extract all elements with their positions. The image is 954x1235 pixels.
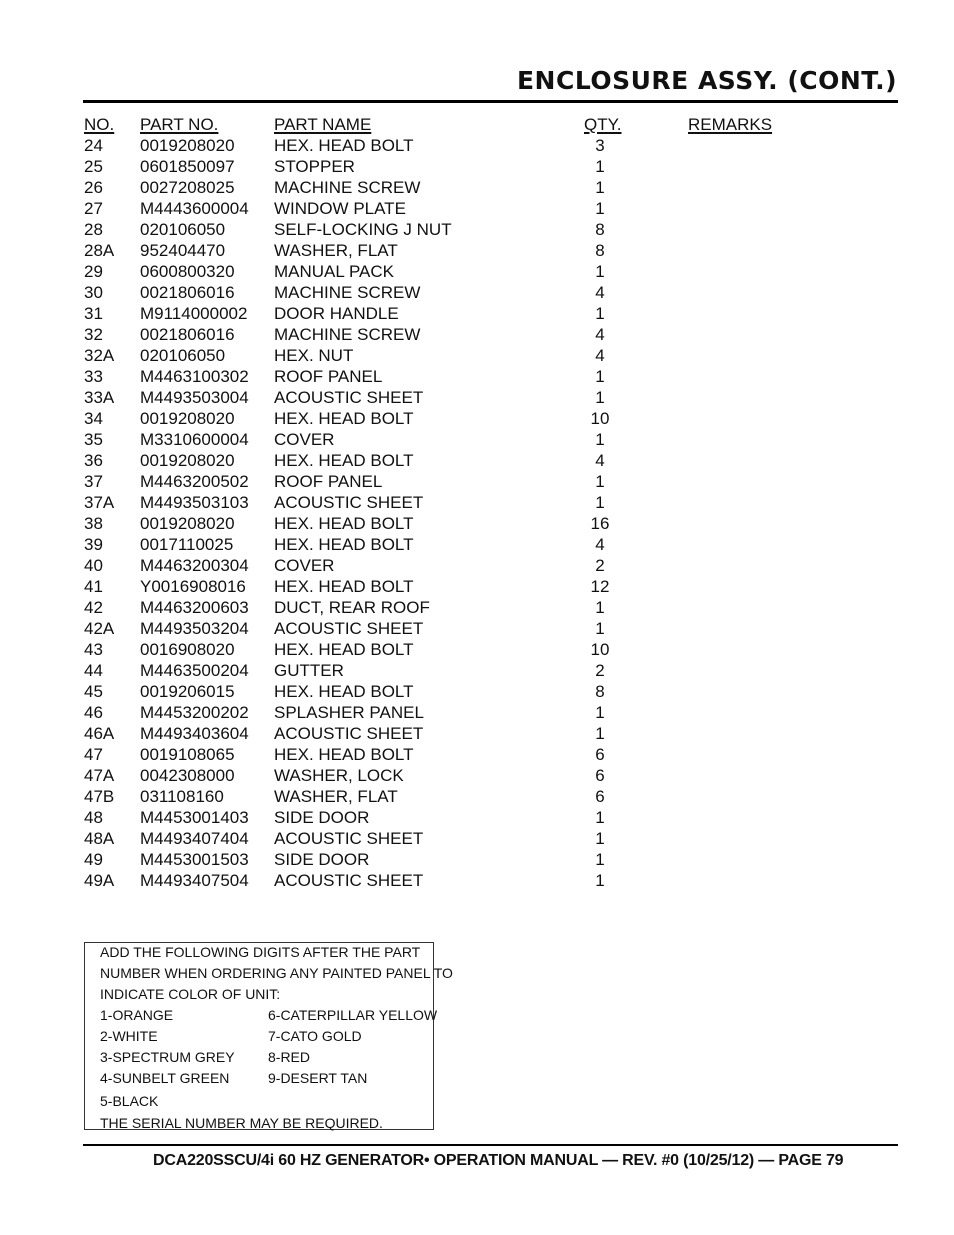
cell-no: 43 xyxy=(84,640,103,659)
cell-qty: 10 xyxy=(590,409,610,428)
cell-qty: 8 xyxy=(595,241,605,260)
cell-part-no: M4463200304 xyxy=(140,556,249,575)
header-part-name: PART NAME xyxy=(274,115,372,134)
cell-no: 46A xyxy=(84,724,115,743)
cell-part-no: 0601850097 xyxy=(140,157,235,176)
table-row xyxy=(84,135,884,156)
cell-no: 27 xyxy=(84,199,103,218)
cell-qty: 1 xyxy=(595,808,605,827)
cell-qty: 1 xyxy=(595,157,605,176)
cell-part-no: 0019206015 xyxy=(140,682,235,701)
cell-part-name: HEX. HEAD BOLT xyxy=(274,514,414,533)
cell-qty: 8 xyxy=(595,220,605,239)
color-code: 1-ORANGE xyxy=(100,1007,174,1023)
cell-no: 34 xyxy=(84,409,103,428)
cell-part-no: 0016908020 xyxy=(140,640,235,659)
cell-part-no: 0600800320 xyxy=(140,262,235,281)
cell-part-name: ACOUSTIC SHEET xyxy=(274,871,424,890)
cell-part-name: STOPPER xyxy=(274,157,355,176)
cell-part-no: 0019208020 xyxy=(140,409,235,428)
table-row xyxy=(84,240,884,261)
table-row xyxy=(84,723,884,744)
cell-no: 45 xyxy=(84,682,103,701)
cell-qty: 1 xyxy=(595,871,605,890)
cell-no: 28 xyxy=(84,220,103,239)
note-intro-line: NUMBER WHEN ORDERING ANY PAINTED PANEL TO xyxy=(100,965,453,981)
cell-part-no: M4493407404 xyxy=(140,829,249,848)
cell-part-name: HEX. HEAD BOLT xyxy=(274,451,414,470)
table-row xyxy=(84,387,884,408)
cell-part-no: M4463500204 xyxy=(140,661,249,680)
cell-qty: 2 xyxy=(595,556,605,575)
cell-part-no: M4493503103 xyxy=(140,493,249,512)
cell-no: 36 xyxy=(84,451,103,470)
table-row xyxy=(84,324,884,345)
cell-part-name: GUTTER xyxy=(274,661,344,680)
cell-part-no: 0017110025 xyxy=(140,535,234,554)
color-code: 8-RED xyxy=(268,1049,311,1065)
cell-no: 44 xyxy=(84,661,103,680)
table-row xyxy=(84,198,884,219)
cell-qty: 6 xyxy=(595,745,605,764)
cell-part-name: WASHER, LOCK xyxy=(274,766,404,785)
parts-table xyxy=(84,114,884,891)
color-code: 7-CATO GOLD xyxy=(268,1028,362,1044)
note-intro-line: ADD THE FOLLOWING DIGITS AFTER THE PART xyxy=(100,944,421,960)
table-row xyxy=(84,597,884,618)
table-row xyxy=(84,471,884,492)
cell-part-name: ROOF PANEL xyxy=(274,472,383,491)
cell-no: 28A xyxy=(84,241,115,260)
cell-part-name: MACHINE SCREW xyxy=(274,325,421,344)
cell-no: 49 xyxy=(84,850,103,869)
cell-no: 33 xyxy=(84,367,103,386)
cell-qty: 2 xyxy=(595,661,605,680)
table-row xyxy=(84,702,884,723)
color-code-note xyxy=(84,942,453,1131)
cell-no: 24 xyxy=(84,136,103,155)
cell-part-no: M4493407504 xyxy=(140,871,249,890)
cell-no: 30 xyxy=(84,283,103,302)
cell-no: 35 xyxy=(84,430,103,449)
table-row xyxy=(84,828,884,849)
cell-qty: 12 xyxy=(590,577,610,596)
table-row xyxy=(84,849,884,870)
cell-part-no: 0021806016 xyxy=(140,283,235,302)
color-code: 9-DESERT TAN xyxy=(268,1070,368,1086)
serial-note: THE SERIAL NUMBER MAY BE REQUIRED. xyxy=(100,1115,383,1131)
cell-part-name: ACOUSTIC SHEET xyxy=(274,724,424,743)
cell-no: 37 xyxy=(84,472,103,491)
cell-part-name: HEX. NUT xyxy=(274,346,354,365)
cell-part-no: 0019208020 xyxy=(140,136,235,155)
cell-no: 38 xyxy=(84,514,103,533)
page-title: ENCLOSURE ASSY. (CONT.) xyxy=(516,66,897,95)
cell-qty: 4 xyxy=(595,535,605,554)
cell-qty: 4 xyxy=(595,346,605,365)
header-part-no: PART NO. xyxy=(140,115,219,134)
cell-part-name: HEX. HEAD BOLT xyxy=(274,535,414,554)
cell-part-name: SIDE DOOR xyxy=(274,850,370,869)
cell-no: 47A xyxy=(84,766,115,785)
cell-qty: 1 xyxy=(595,262,605,281)
cell-part-no: M4453001403 xyxy=(140,808,249,827)
table-row xyxy=(84,576,884,597)
cell-qty: 4 xyxy=(595,325,605,344)
cell-part-no: 020106050 xyxy=(140,346,226,365)
cell-part-name: DOOR HANDLE xyxy=(274,304,399,323)
cell-no: 29 xyxy=(84,262,103,281)
table-header xyxy=(84,114,884,135)
cell-part-name: ACOUSTIC SHEET xyxy=(274,493,424,512)
cell-part-no: 0027208025 xyxy=(140,178,235,197)
cell-qty: 1 xyxy=(595,388,605,407)
cell-qty: 1 xyxy=(595,703,605,722)
title-rule xyxy=(83,100,898,103)
cell-qty: 6 xyxy=(595,787,605,806)
cell-part-no: M4493503004 xyxy=(140,388,249,407)
cell-no: 31 xyxy=(84,304,103,323)
table-row xyxy=(84,282,884,303)
cell-qty: 1 xyxy=(595,472,605,491)
cell-qty: 1 xyxy=(595,199,605,218)
cell-qty: 6 xyxy=(595,766,605,785)
cell-qty: 1 xyxy=(595,850,605,869)
color-code: 6-CATERPILLAR YELLOW xyxy=(268,1007,438,1023)
cell-part-name: HEX. HEAD BOLT xyxy=(274,682,414,701)
cell-part-no: M4453001503 xyxy=(140,850,249,869)
table-row xyxy=(84,450,884,471)
cell-part-no: 0019208020 xyxy=(140,514,235,533)
cell-part-no: M9114000002 xyxy=(140,304,248,323)
table-row xyxy=(84,492,884,513)
color-code: 5-BLACK xyxy=(100,1093,159,1109)
cell-part-name: ROOF PANEL xyxy=(274,367,383,386)
note-intro-line: INDICATE COLOR OF UNIT: xyxy=(100,986,281,1002)
color-code: 4-SUNBELT GREEN xyxy=(100,1070,230,1086)
cell-part-no: 952404470 xyxy=(140,241,226,260)
table-row xyxy=(84,366,884,387)
table-row xyxy=(84,870,884,891)
cell-qty: 1 xyxy=(595,178,605,197)
cell-part-name: SPLASHER PANEL xyxy=(274,703,424,722)
table-row xyxy=(84,303,884,324)
cell-part-name: COVER xyxy=(274,556,335,575)
cell-part-no: 0019208020 xyxy=(140,451,235,470)
table-row xyxy=(84,177,884,198)
cell-part-name: WASHER, FLAT xyxy=(274,241,398,260)
cell-no: 48 xyxy=(84,808,103,827)
cell-part-no: M4453200202 xyxy=(140,703,249,722)
header-no: NO. xyxy=(84,115,115,134)
cell-part-no: M4463100302 xyxy=(140,367,249,386)
cell-part-no: M4493403604 xyxy=(140,724,249,743)
cell-qty: 1 xyxy=(595,829,605,848)
cell-no: 26 xyxy=(84,178,103,197)
table-row xyxy=(84,345,884,366)
cell-part-name: MACHINE SCREW xyxy=(274,283,421,302)
table-row xyxy=(84,534,884,555)
cell-part-name: WASHER, FLAT xyxy=(274,787,398,806)
cell-part-no: Y0016908016 xyxy=(140,577,246,596)
cell-part-no: M4443600004 xyxy=(140,199,249,218)
color-code: 3-SPECTRUM GREY xyxy=(100,1049,235,1065)
cell-part-name: HEX. HEAD BOLT xyxy=(274,409,414,428)
table-row xyxy=(84,408,884,429)
cell-qty: 16 xyxy=(590,514,610,533)
cell-no: 41 xyxy=(84,577,103,596)
cell-part-name: HEX. HEAD BOLT xyxy=(274,640,414,659)
color-code: 2-WHITE xyxy=(100,1028,158,1044)
cell-qty: 1 xyxy=(595,304,605,323)
cell-part-no: 020106050 xyxy=(140,220,226,239)
cell-part-no: M4493503204 xyxy=(140,619,249,638)
cell-part-name: MACHINE SCREW xyxy=(274,178,421,197)
cell-qty: 1 xyxy=(595,619,605,638)
table-row xyxy=(84,261,884,282)
cell-no: 42 xyxy=(84,598,103,617)
cell-part-name: ACOUSTIC SHEET xyxy=(274,619,424,638)
table-row xyxy=(84,513,884,534)
table-row xyxy=(84,744,884,765)
cell-qty: 1 xyxy=(595,367,605,386)
cell-part-name: WINDOW PLATE xyxy=(274,199,406,218)
cell-no: 39 xyxy=(84,535,103,554)
cell-qty: 1 xyxy=(595,493,605,512)
table-row xyxy=(84,219,884,240)
cell-no: 42A xyxy=(84,619,115,638)
cell-qty: 10 xyxy=(590,640,610,659)
cell-part-name: MANUAL PACK xyxy=(274,262,394,281)
cell-qty: 1 xyxy=(595,430,605,449)
cell-qty: 3 xyxy=(595,136,605,155)
cell-no: 37A xyxy=(84,493,115,512)
cell-part-no: 0042308000 xyxy=(140,766,235,785)
header-remarks: REMARKS xyxy=(688,115,773,134)
cell-no: 32 xyxy=(84,325,103,344)
cell-qty: 1 xyxy=(595,598,605,617)
cell-part-name: HEX. HEAD BOLT xyxy=(274,577,414,596)
table-row xyxy=(84,618,884,639)
table-row xyxy=(84,660,884,681)
cell-part-name: HEX. HEAD BOLT xyxy=(274,745,414,764)
cell-part-no: M4463200603 xyxy=(140,598,249,617)
table-row xyxy=(84,555,884,576)
cell-part-name: COVER xyxy=(274,430,335,449)
table-row xyxy=(84,639,884,660)
cell-part-no: 0021806016 xyxy=(140,325,235,344)
cell-part-name: DUCT, REAR ROOF xyxy=(274,598,430,617)
table-row xyxy=(84,786,884,807)
cell-part-name: ACOUSTIC SHEET xyxy=(274,388,424,407)
cell-qty: 1 xyxy=(595,724,605,743)
cell-no: 33A xyxy=(84,388,115,407)
page-footer: DCA220SSCU/4i 60 HZ GENERATOR• OPERATION MANUAL — REV. #0 (10/25/12) — PAGE 79 xyxy=(153,1152,844,1169)
table-row xyxy=(84,156,884,177)
cell-no: 32A xyxy=(84,346,115,365)
header-qty: QTY. xyxy=(584,115,622,134)
cell-part-no: 031108160 xyxy=(140,787,224,806)
table-row xyxy=(84,765,884,786)
footer-rule xyxy=(83,1144,898,1146)
cell-no: 49A xyxy=(84,871,115,890)
cell-no: 47 xyxy=(84,745,103,764)
cell-no: 48A xyxy=(84,829,115,848)
cell-part-no: M3310600004 xyxy=(140,430,249,449)
cell-no: 47B xyxy=(84,787,115,806)
table-row xyxy=(84,681,884,702)
table-row xyxy=(84,807,884,828)
cell-no: 46 xyxy=(84,703,103,722)
table-body xyxy=(84,135,884,891)
table-row xyxy=(84,429,884,450)
cell-part-name: SELF-LOCKING J NUT xyxy=(274,220,452,239)
cell-no: 40 xyxy=(84,556,103,575)
cell-part-no: 0019108065 xyxy=(140,745,235,764)
cell-part-name: HEX. HEAD BOLT xyxy=(274,136,414,155)
cell-part-no: M4463200502 xyxy=(140,472,249,491)
cell-qty: 4 xyxy=(595,283,605,302)
cell-part-name: ACOUSTIC SHEET xyxy=(274,829,424,848)
cell-qty: 4 xyxy=(595,451,605,470)
cell-no: 25 xyxy=(84,157,103,176)
cell-qty: 8 xyxy=(595,682,605,701)
cell-part-name: SIDE DOOR xyxy=(274,808,370,827)
